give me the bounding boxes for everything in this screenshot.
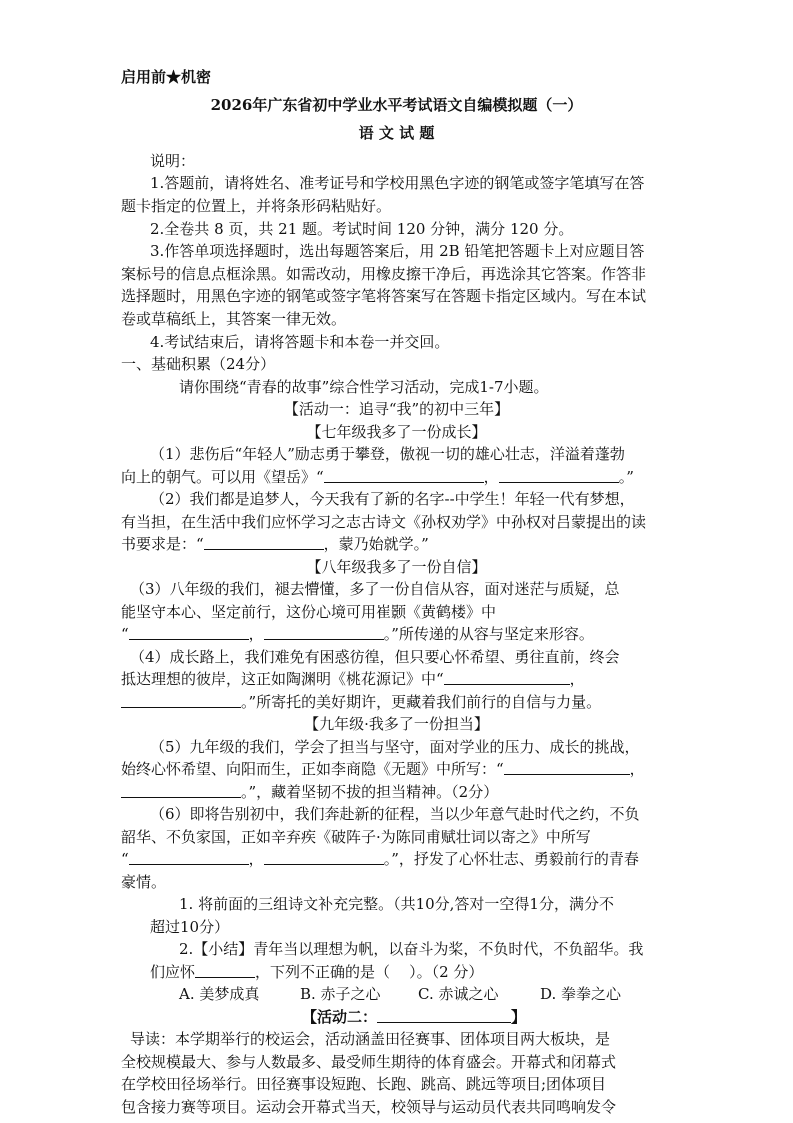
- instruction-3d: 卷或草稿纸上，其答案一律无效。: [121, 310, 347, 328]
- option-d[interactable]: D. 拳拳之心: [540, 985, 622, 1003]
- answer-blank[interactable]: [264, 849, 384, 865]
- lead-line-c: 在学校田径场举行。田径赛事设短跑、长跑、跳高、跳远等项目;团体项目: [121, 1075, 607, 1093]
- instruction-3c: 选择题时，用黑色字迹的钢笔或签字笔将答案写在答题卡指定区域内。写在本试: [121, 287, 647, 305]
- task1-line-a: 1. 将前面的三组诗文补充完整。（共10分,答对一空得1分，满分不: [179, 895, 614, 913]
- answer-blank[interactable]: [204, 534, 324, 550]
- q6-line-c: “ ， 。”，抒发了心怀壮志、勇毅前行的青春: [121, 850, 639, 868]
- q3-line-b: 能坚守本心、坚定前行，这份心境可用崔颢《黄鹤楼》中: [121, 603, 497, 621]
- section-heading: 一、基础积累（24分）: [121, 355, 276, 373]
- answer-blank[interactable]: [264, 624, 384, 640]
- answer-blank[interactable]: [444, 669, 570, 685]
- q6-line-b: 韶华、不负家国，正如辛弃疾《破阵子·为陈同甫赋壮词以寄之》中所写: [121, 828, 591, 846]
- activity2-heading: 【活动二： 】: [302, 1008, 527, 1026]
- task2-line-b: 们应怀 ，下列不正确的是（ ）。（2 分）: [150, 963, 484, 981]
- q5-line-b: 始终心怀希望、向阳而生，正如李商隐《无题》中所写：“ ，: [121, 760, 645, 778]
- confidential-label: 启用前★机密: [121, 68, 212, 86]
- q2-line-c: 书要求是：“ ，蒙乃始就学。”: [121, 535, 429, 553]
- activity1-heading: 【活动一：追寻“我”的初中三年】: [283, 400, 510, 418]
- option-c[interactable]: C. 赤诚之心: [418, 985, 499, 1003]
- lead-line-a: 导读：本学期举行的校运会，活动涵盖田径赛事、团体项目两大板块，是: [130, 1030, 611, 1048]
- q4-line-b: 抵达理想的彼岸，这正如陶渊明《桃花源记》中“ ，: [121, 670, 585, 688]
- lead-line-d: 包含接力赛等项目。运动会开幕式当天，校领导与运动员代表共同鸣响发令: [121, 1098, 617, 1116]
- instruction-4: 4.考试结束后，请将答题卡和本卷一并交回。: [150, 333, 450, 351]
- q4-line-c: 。”所寄托的美好期许，更藏着我们前行的自信与力量。: [121, 691, 601, 714]
- q5-line-a: （5）九年级的我们，学会了担当与坚守，面对学业的压力、成长的挑战，: [150, 738, 640, 756]
- q1-line-a: （1）悲伤后“年轻人”励志勇于攀登，傲视一切的雄心壮志，洋溢着蓬勃: [150, 445, 625, 463]
- task1-line-b: 超过10分）: [150, 918, 230, 936]
- answer-blank[interactable]: [129, 624, 249, 640]
- grade9-heading: 【九年级·我多了一份担当】: [304, 715, 489, 733]
- option-a[interactable]: A. 美梦成真: [179, 985, 260, 1003]
- answer-blank[interactable]: [129, 849, 249, 865]
- exam-subtitle: 语 文 试 题: [358, 124, 435, 142]
- instruction-3b: 案标号的信息点框涂黑。如需改动，用橡皮擦干净后，再选涂其它答案。作答非: [121, 265, 647, 283]
- task2-line-a: 2.【小结】青年当以理想为帆，以奋斗为桨，不负时代，不负韶华。我: [179, 940, 644, 958]
- q6-line-a: （6）即将告别初中，我们奔赴新的征程，当以少年意气赴时代之约，不负: [150, 805, 640, 823]
- lead-line-b: 全校规模最大、参与人数最多、最受师生期待的体育盛会。开幕式和闭幕式: [121, 1053, 617, 1071]
- q2-line-a: （2）我们都是追梦人，今天我有了新的名字--中学生！年轻一代有梦想，: [150, 490, 635, 508]
- instructions-label: 说明：: [150, 152, 196, 170]
- q1-line-b: 向上的朝气。可以用《望岳》“ ， 。”: [121, 468, 634, 486]
- answer-blank[interactable]: [121, 692, 241, 708]
- option-b[interactable]: B. 赤子之心: [300, 985, 381, 1003]
- answer-blank[interactable]: [504, 759, 630, 775]
- grade8-heading: 【八年级我多了一份自信】: [306, 558, 487, 576]
- exam-title: 2026年广东省初中学业水平考试语文自编模拟题（一）: [210, 96, 583, 114]
- answer-blank[interactable]: [195, 962, 255, 978]
- instruction-1a: 1.答题前，请将姓名、准考证号和学校用黑色字迹的钢笔或签字笔填写在答: [150, 174, 645, 192]
- instruction-3a: 3.作答单项选择题时，选出每题答案后，用 2B 铅笔把答题卡上对应题目答: [150, 242, 645, 260]
- q6-line-d: 豪情。: [121, 873, 167, 891]
- instruction-1b: 题卡指定的位置上，并将条形码粘贴好。: [121, 197, 392, 215]
- q3-line-c: “ ， 。”所传递的从容与坚定来形容。: [121, 625, 594, 643]
- instruction-2: 2.全卷共 8 页，共 21 题。考试时间 120 分钟，满分 120 分。: [150, 220, 574, 238]
- section-intro: 请你围绕“青春的故事”综合性学习活动，完成1-7小题。: [179, 378, 549, 396]
- q4-line-a: （4）成长路上，我们难免有困惑彷徨，但只要心怀希望、勇往直前，终会: [130, 648, 620, 666]
- answer-blank[interactable]: [377, 1007, 511, 1023]
- answer-blank[interactable]: [121, 782, 241, 798]
- answer-blank[interactable]: [499, 467, 619, 483]
- q2-line-b: 有当担，在生活中我们应怀学习之志古诗文《孙权劝学》中孙权对吕蒙提出的读: [121, 513, 647, 531]
- grade7-heading: 【七年级我多了一份成长】: [306, 423, 487, 441]
- q5-line-c: 。”，藏着坚韧不拔的担当精神。（2分）: [121, 781, 498, 804]
- answer-blank[interactable]: [324, 467, 484, 483]
- q3-line-a: （3）八年级的我们，褪去懵懂，多了一份自信从容，面对迷茫与质疑，总: [130, 580, 620, 598]
